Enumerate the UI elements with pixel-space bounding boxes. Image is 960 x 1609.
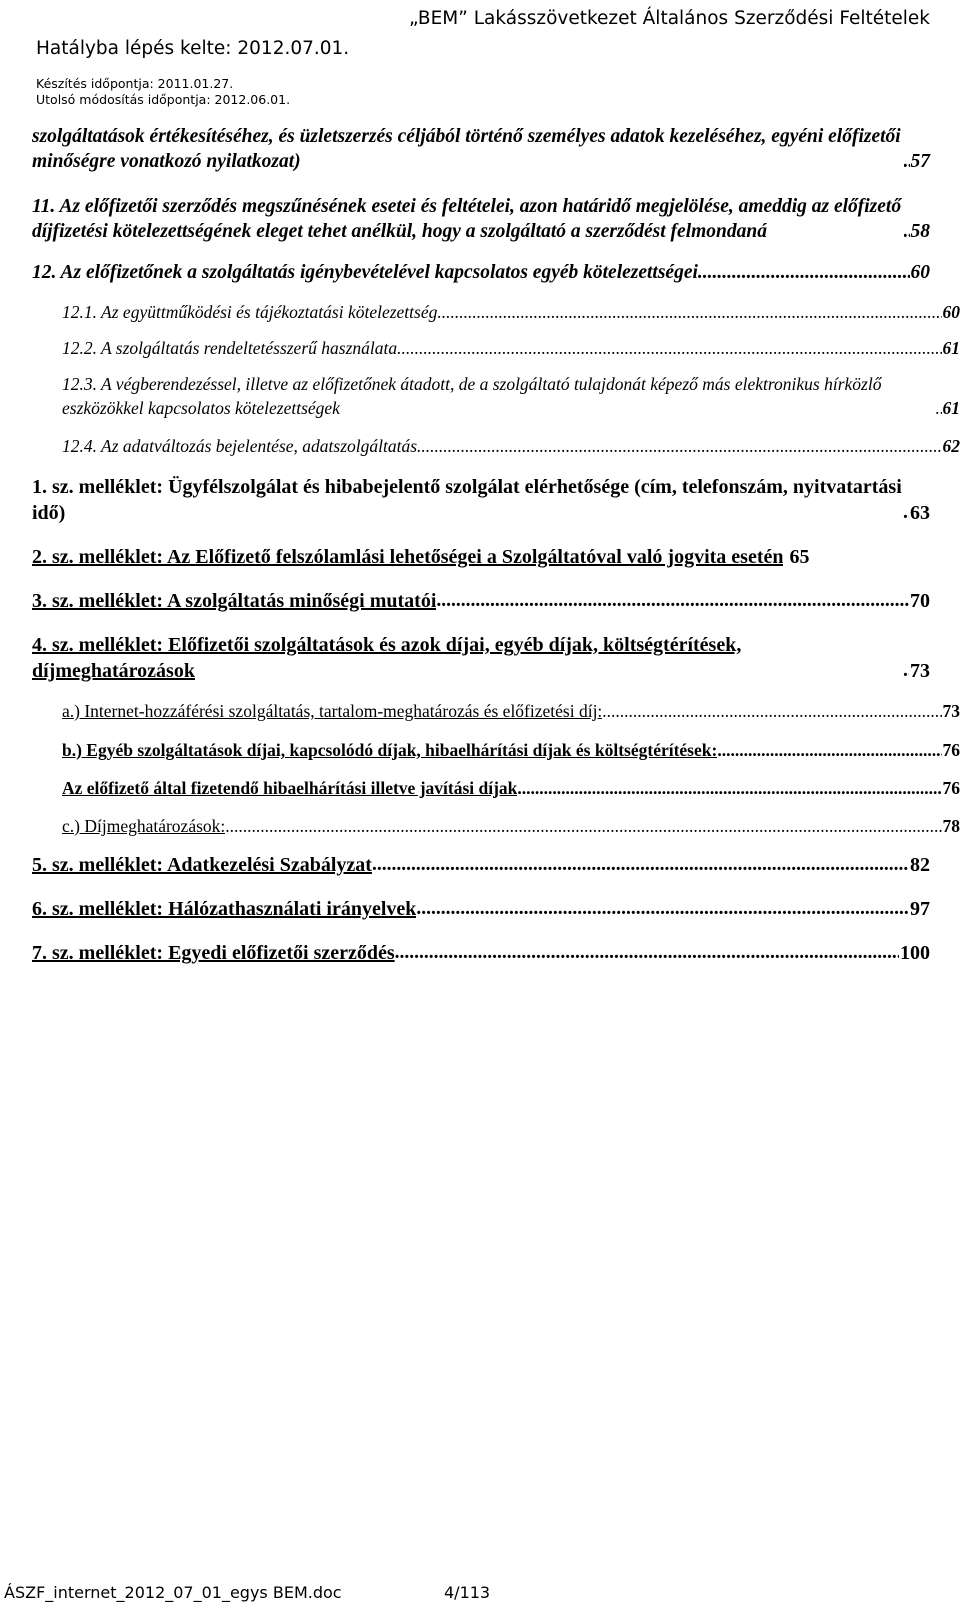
toc-appendix-1[interactable]: 1. sz. melléklet: Ügyfélszolgálat és hibabejelentő szolgálat elérhetősége (cím, telefonszám, nyitvatartási idő) ..... 63	[32, 474, 930, 526]
toc-page: 58	[910, 221, 930, 242]
page-footer	[4, 1583, 491, 1602]
document-title: „BEM” Lakásszövetkezet Általános Szerződési Feltételek	[409, 8, 930, 29]
toc-page: 61	[942, 338, 960, 358]
toc-entry-12[interactable]: 12. Az előfizetőnek a szolgáltatás igénybevételével kapcsolatos egyéb kötelezettségei ..... 60	[32, 260, 930, 285]
toc-appendix-5[interactable]: 5. sz. melléklet: Adatkezelési Szabályzat ..... 82	[32, 852, 930, 878]
created-date: Készítés időpontja: 2011.01.27.	[36, 75, 234, 91]
toc-entry-12-2[interactable]: 12.2. A szolgáltatás rendeltetésszerű használata ..... 61	[32, 336, 960, 360]
toc-page: 60	[942, 302, 960, 322]
toc-appendix-4b[interactable]: b.) Egyéb szolgáltatások díjai, kapcsolódó díjak, hibaelhárítási díjak és költségtérítések: ..... 76	[32, 738, 960, 762]
toc-page: 82	[910, 854, 930, 876]
footer-filename: ÁSZF_internet_2012_07_01_egys BEM.doc	[4, 1583, 342, 1602]
toc-page: 62	[942, 436, 960, 456]
toc-entry-11[interactable]: 11. Az előfizetői szerződés megszűnésének esetei és feltételei, azon határidő megjelölése, ameddig az előfizető díjfizetési kötelezettségének eleget tehet anélkül, hogy a szolgáltató a szerződést felmondaná ..... 58	[32, 194, 930, 244]
toc-appendix-3[interactable]: 3. sz. melléklet: A szolgáltatás minőségi mutatói ..... 70	[32, 588, 930, 614]
toc-appendix-4a[interactable]: a.) Internet-hozzáférési szolgáltatás, tartalom-meghatározás és előfizetési díj: ..... 73	[32, 699, 960, 723]
toc-page: 61	[942, 398, 960, 418]
toc-entry-12-1[interactable]: 12.1. Az együttműködési és tájékoztatási kötelezettség ..... 60	[32, 300, 960, 324]
footer-page-number: 4/113	[444, 1583, 491, 1602]
header-dates	[36, 40, 349, 109]
toc-page: 100	[900, 942, 930, 964]
toc-entry-10-cont[interactable]: szolgáltatások értékesítéséhez, és üzletszerzés céljából történő személyes adatok kezeléséhez, egyéni előfizetői minőségre vonatkozó nyilatkozat) ..... 57	[32, 124, 930, 174]
modified-date: Utolsó módosítás időpontja: 2012.06.01.	[36, 92, 291, 108]
toc-page: 76	[942, 778, 960, 798]
toc-page: 70	[910, 590, 930, 612]
effective-date: Hatályba lépés kelte: 2012.07.01.	[36, 38, 350, 59]
toc-page: 78	[942, 816, 960, 836]
toc-appendix-4-fees[interactable]: Az előfizető által fizetendő hibaelhárítási illetve javítási díjak ..... 76	[32, 776, 960, 800]
table-of-contents	[32, 124, 960, 966]
toc-appendix-6[interactable]: 6. sz. melléklet: Hálózathasználati irányelvek ..... 97	[32, 896, 930, 922]
toc-page: 73	[942, 701, 960, 721]
toc-page: 60	[910, 262, 930, 283]
toc-page: 73	[910, 660, 930, 682]
toc-appendix-4[interactable]: 4. sz. melléklet: Előfizetői szolgáltatások és azok díjai, egyéb díjak, költségtérítések, díjmeghatározások ..... 73	[32, 632, 930, 684]
toc-page: 63	[910, 502, 930, 524]
toc-appendix-2[interactable]: 2. sz. melléklet: Az Előfizető felszólamlási lehetőségei a Szolgáltatóval való jogvita esetén 65	[32, 546, 810, 568]
toc-page: 57	[910, 151, 930, 172]
toc-appendix-7[interactable]: 7. sz. melléklet: Egyedi előfizetői szerződés ..... 100	[32, 940, 930, 966]
toc-page: 76	[942, 740, 960, 760]
toc-page: 97	[910, 898, 930, 920]
toc-page: 65	[789, 546, 810, 568]
toc-entry-12-4[interactable]: 12.4. Az adatváltozás bejelentése, adatszolgáltatás ..... 62	[32, 434, 960, 458]
toc-appendix-4c[interactable]: c.) Díjmeghatározások: ..... 78	[32, 814, 960, 838]
toc-entry-12-3[interactable]: 12.3. A végberendezéssel, illetve az előfizetőnek átadott, de a szolgáltató tulajdonát képező más elektronikus hírközlő eszközökkel kapcsolatos kötelezettségek ..... 61	[32, 372, 960, 420]
